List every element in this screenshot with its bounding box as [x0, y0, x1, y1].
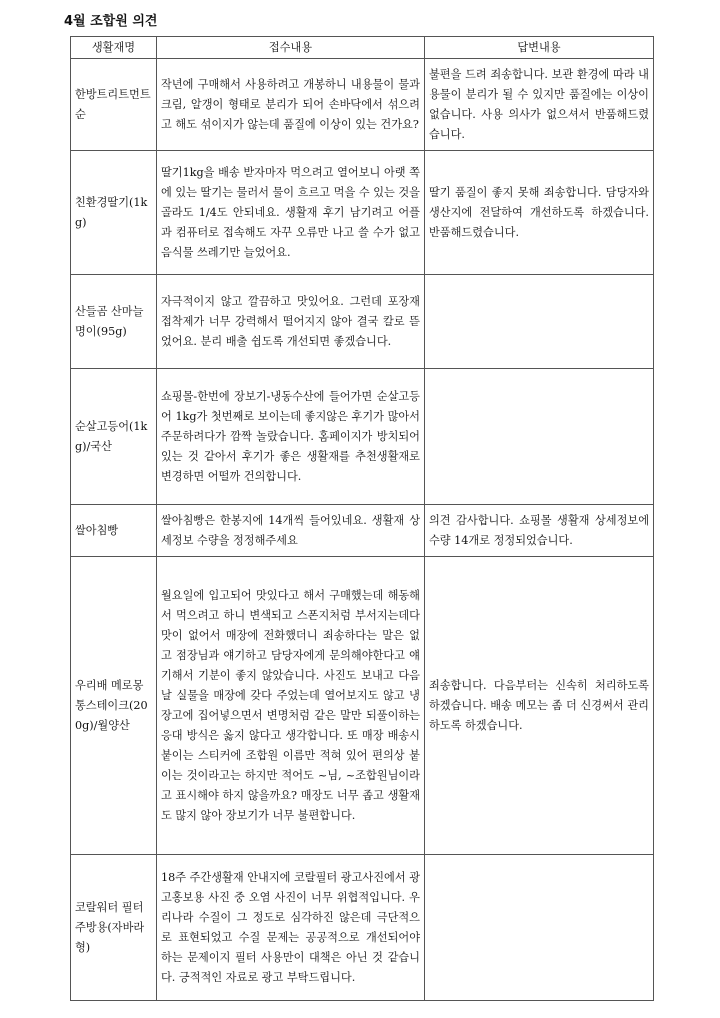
- answer-content: [425, 275, 654, 369]
- table-row: [71, 855, 654, 1001]
- received-content: 쌀아침빵은 한봉지에 14개씩 들어있네요. 생활재 상세정보 수량을 정정해주세요: [157, 505, 425, 557]
- table-header-row: [71, 37, 654, 59]
- received-content: 18주 주간생활재 안내지에 코랄필터 광고사진에서 광고홍보용 사진 중 오염 사진이 너무 위협적입니다. 우리나라 수질이 그 정도로 심각하진 않은데 극단적으로 표현되었고 수질 문제는 공공적으로 개선되어야 하는 문제이지 필터 사용만이 대책은 아닌 것 같습니다. 긍적적인 자료로 광고 부탁드립니다.: [157, 855, 425, 1001]
- answer-content: 의견 감사합니다. 쇼핑몰 생활재 상세정보에 수량 14개로 정정되었습니다.: [425, 505, 654, 557]
- table-row: [71, 275, 654, 369]
- header-product: 생활재명: [71, 37, 157, 59]
- product-name: 우리배 메로몽통스테이크(200g)/월양산: [71, 557, 157, 855]
- answer-content: [425, 855, 654, 1001]
- table-row: [71, 369, 654, 505]
- answer-content: [425, 369, 654, 505]
- table-row: [71, 59, 654, 151]
- page-title: 4월 조합원 의견: [64, 14, 158, 29]
- table-row: [71, 505, 654, 557]
- product-name: 코랄워터 필터 주방용(자바라형): [71, 855, 157, 1001]
- received-content: 딸기1kg을 배송 받자마자 먹으려고 열어보니 아랫 쪽에 있는 딸기는 물러서 물이 흐르고 먹을 수 있는 것을 골라도 1/4도 안되네요. 생활재 후기 남기려고 어플과 컴퓨터로 접속해도 자꾸 오류만 나고 쓸 수가 없고 음식물 쓰레기만 늘었어요.: [157, 151, 425, 275]
- product-name: 친환경딸기(1kg): [71, 151, 157, 275]
- product-name: 한방트리트먼트순: [71, 59, 157, 151]
- received-content: 작년에 구매해서 사용하려고 개봉하니 내용물이 물과 크림, 알갱이 형태로 분리가 되어 손바닥에서 섞으려고 해도 섞이지가 않는데 품질에 이상이 있는 건가요?: [157, 59, 425, 151]
- answer-content: 죄송합니다. 다음부터는 신속히 처리하도록 하겠습니다. 배송 메모는 좀 더 신경써서 관리하도록 하겠습니다.: [425, 557, 654, 855]
- header-received: 접수내용: [157, 37, 425, 59]
- product-name: 산들곰 산마늘명이(95g): [71, 275, 157, 369]
- answer-content: 불편을 드려 죄송합니다. 보관 환경에 따라 내용물이 분리가 될 수 있지만 품질에는 이상이 없습니다. 사용 의사가 없으셔서 반품해드렸습니다.: [425, 59, 654, 151]
- answer-content: 딸기 품질이 좋지 못해 죄송합니다. 담당자와 생산지에 전달하여 개선하도록 하겠습니다. 반품해드렸습니다.: [425, 151, 654, 275]
- header-answer: 답변내용: [425, 37, 654, 59]
- opinion-table: [70, 36, 654, 1001]
- table-row: [71, 557, 654, 855]
- table-row: [71, 151, 654, 275]
- received-content: 자극적이지 않고 깔끔하고 맛있어요. 그런데 포장재 접착제가 너무 강력해서 떨어지지 않아 결국 칼로 뜯었어요. 분리 배출 쉽도록 개선되면 좋겠습니다.: [157, 275, 425, 369]
- product-name: 쌀아침빵: [71, 505, 157, 557]
- received-content: 월요일에 입고되어 맛있다고 해서 구매했는데 해동해서 먹으려고 하니 변색되고 스폰지처럼 부서지는데다 맛이 없어서 매장에 전화했더니 죄송하다는 말은 없고 점장님과 얘기하고 담당자에게 문의해야한다고 얘기해서 기분이 좋지 않았습니다. 사진도 보내고 다음날 실물을 매장에 갖다 주었는데 열어보지도 않고 냉장고에 집어넣으면서 변명처럼 같은 말만 되풀이하는 응대 방식은 옳지 않다고 생각합니다. 또 매장 배송시 붙이는 스티커에 조합원 이름만 적혀 있어 편의상 붙이는 것이라고는 하지만 적어도 ~님, ~조합원님이라고 표시해야 하지 않을까요? 매장도 너무 좁고 생활재도 많지 않아 장보기가 너무 불편합니다.: [157, 557, 425, 855]
- received-content: 쇼핑몰-한번에 장보기-냉동수산에 들어가면 순살고등어 1kg가 첫번째로 보이는데 좋지않은 후기가 많아서 주문하려다가 깜짝 놀랐습니다. 홈페이지가 방치되어 있는 것 같아서 후기가 좋은 생활재를 추천생활재로 변경하면 어떨까 건의합니다.: [157, 369, 425, 505]
- product-name: 순살고등어(1kg)/국산: [71, 369, 157, 505]
